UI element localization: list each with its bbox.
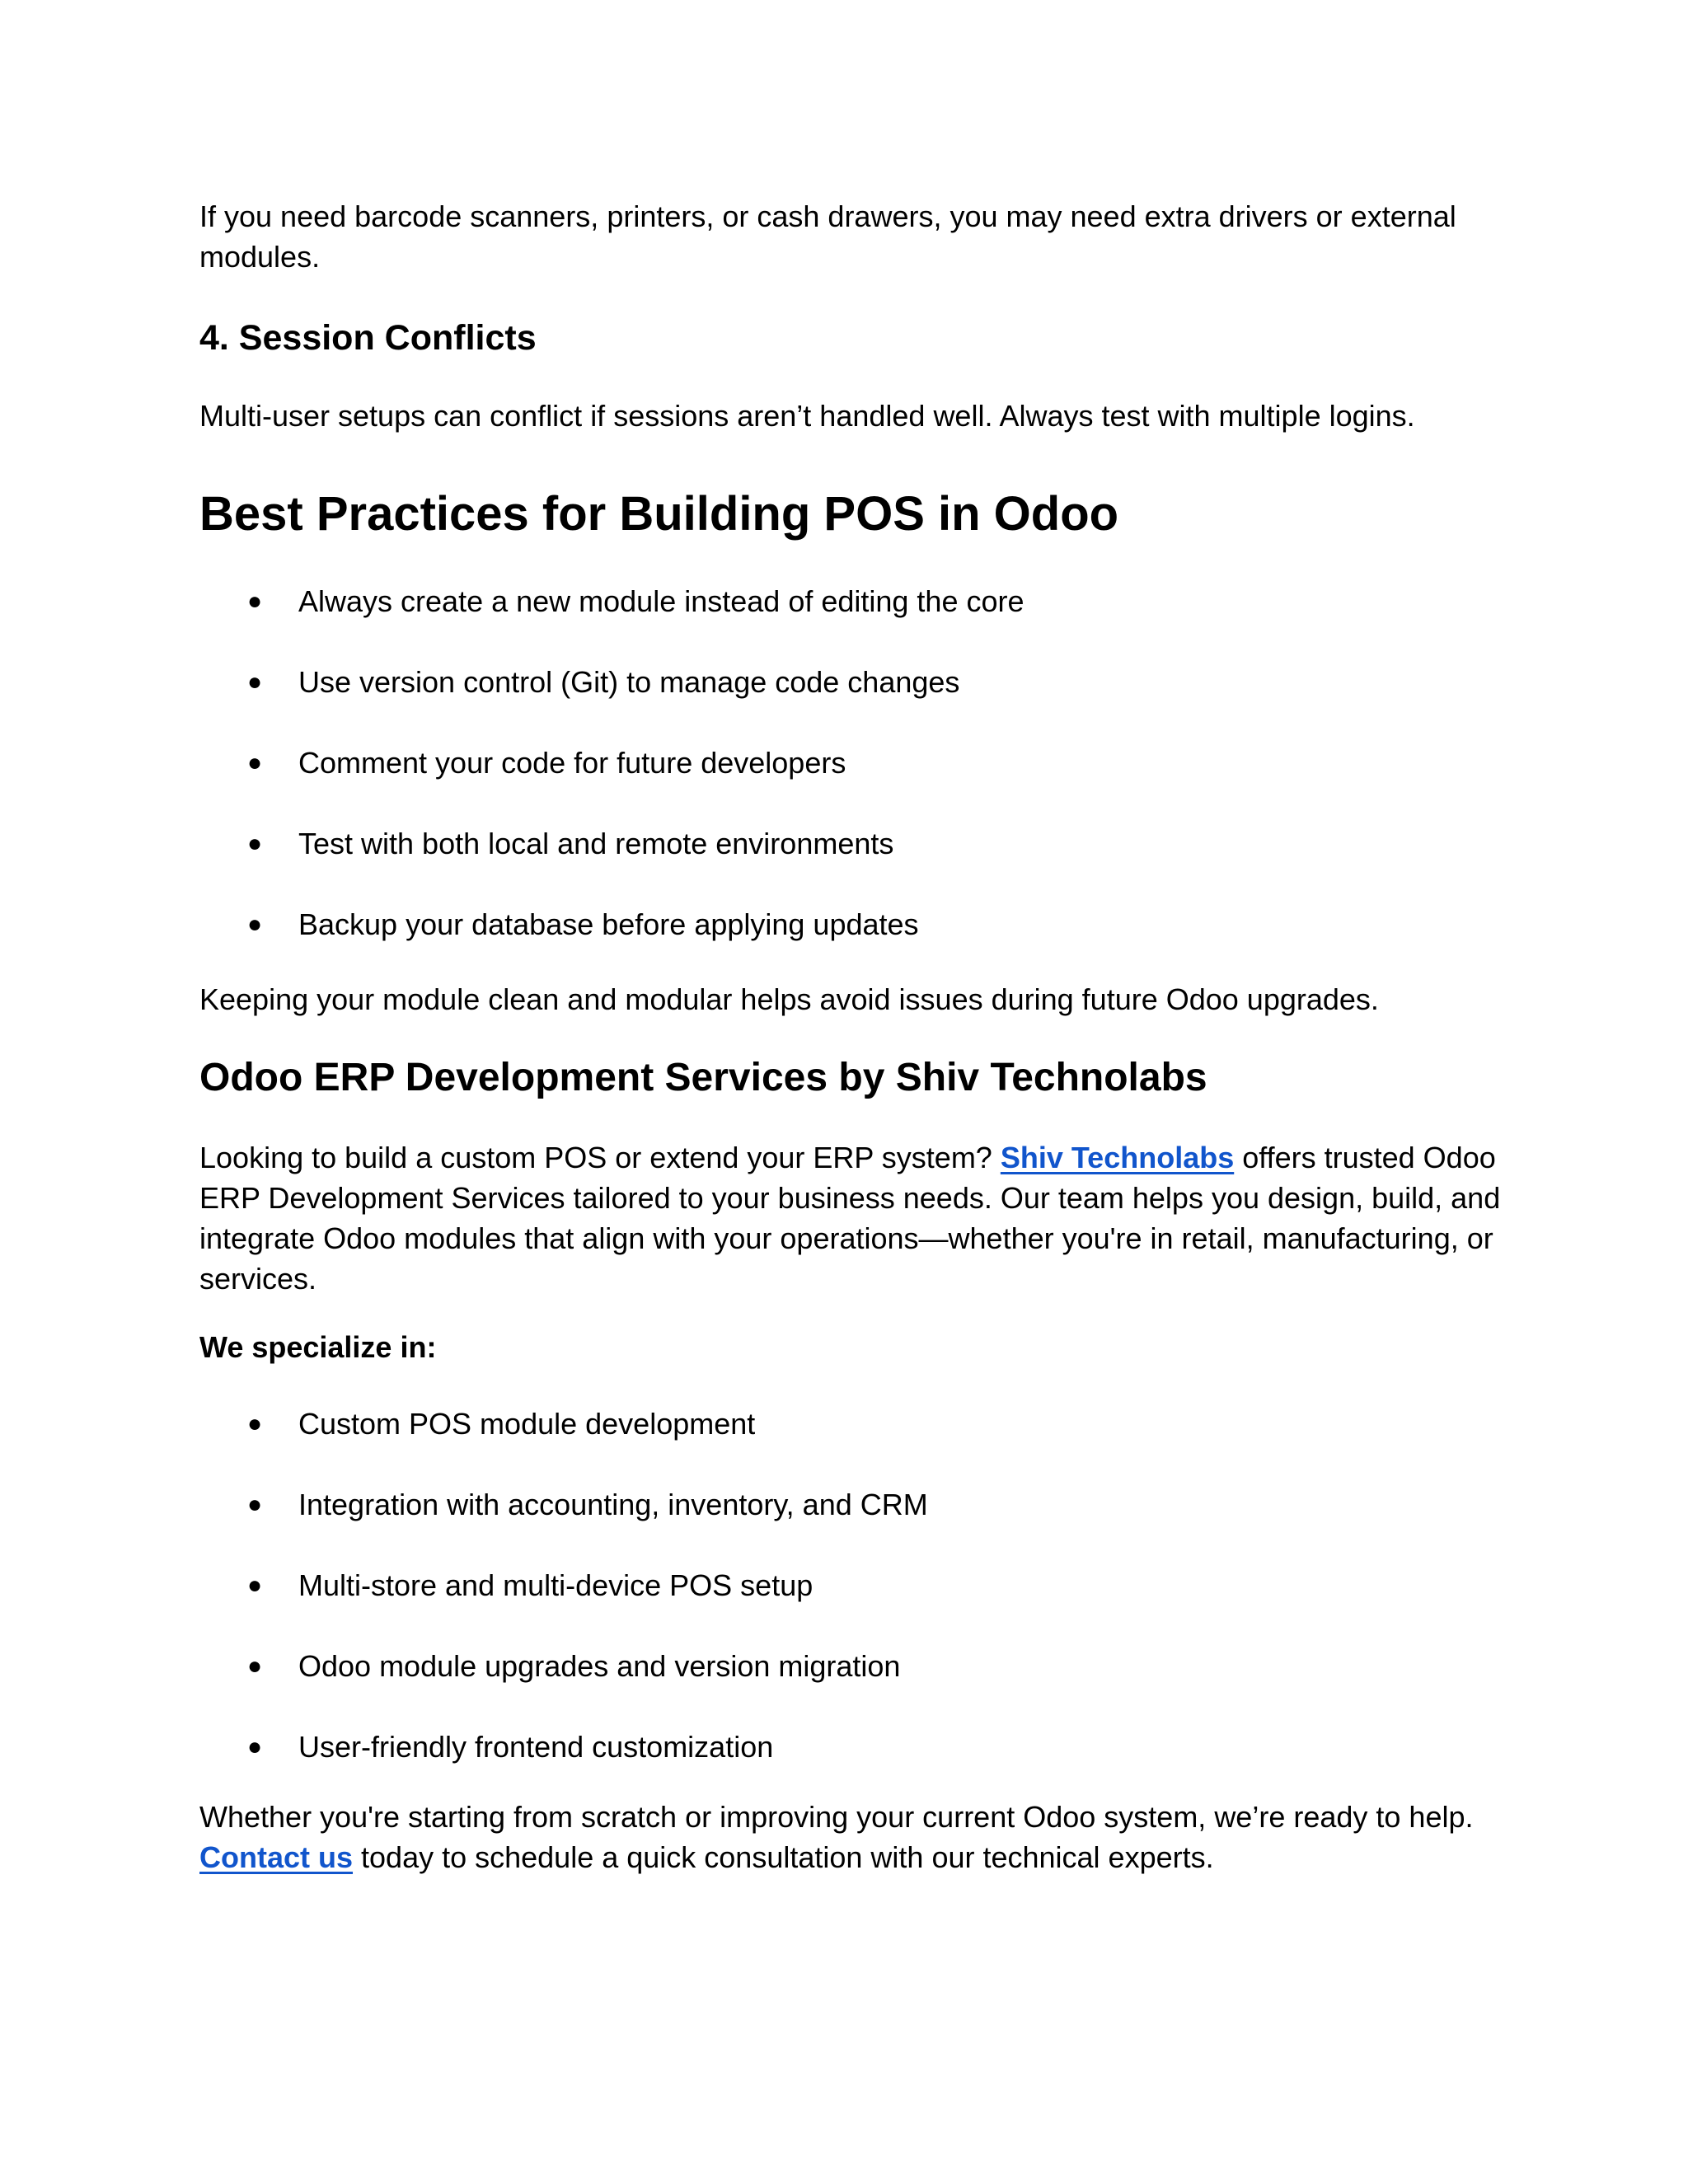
list-item-text: Integration with accounting, inventory, and CRM	[298, 1488, 928, 1521]
session-conflicts-heading: 4. Session Conflicts	[199, 318, 537, 358]
keeping-module-paragraph: Keeping your module clean and modular helps avoid issues during future Odoo upgrades.	[199, 982, 1379, 1016]
list-item-text: User-friendly frontend customization	[298, 1730, 774, 1764]
best-practices-list	[199, 581, 1025, 985]
specialize-label: We specialize in:	[199, 1330, 437, 1364]
closing-paragraph	[199, 1797, 1502, 1877]
services-text-before: Looking to build a custom POS or extend your ERP system?	[199, 1141, 1001, 1174]
list-item-text: Use version control (Git) to manage code changes	[298, 665, 960, 699]
bullet-icon: ●	[247, 668, 263, 696]
list-item	[199, 1646, 928, 1686]
list-item	[199, 1727, 928, 1767]
services-heading: Odoo ERP Development Services by Shiv Technolabs	[199, 1056, 1207, 1099]
intro-paragraph: If you need barcode scanners, printers, or cash drawers, you may need extra drivers or external modules.	[199, 199, 1456, 274]
bullet-icon: ●	[247, 1733, 263, 1760]
list-item	[199, 823, 1025, 864]
list-item	[199, 1565, 928, 1605]
bullet-icon: ●	[247, 1491, 263, 1518]
list-item	[199, 581, 1025, 621]
shiv-technolabs-link[interactable]: Shiv Technolabs	[1000, 1141, 1235, 1174]
bullet-icon: ●	[247, 1652, 263, 1680]
list-item	[199, 904, 1025, 944]
bullet-icon: ●	[247, 911, 263, 938]
best-practices-heading: Best Practices for Building POS in Odoo	[199, 487, 1119, 541]
list-item-text: Backup your database before applying updates	[298, 907, 919, 941]
list-item	[199, 1404, 928, 1444]
bullet-icon: ●	[247, 830, 263, 857]
list-item-text: Always create a new module instead of editing the core	[298, 584, 1025, 618]
closing-text-after: today to schedule a quick consultation with our technical experts.	[353, 1840, 1214, 1874]
list-item-text: Odoo module upgrades and version migration	[298, 1649, 901, 1683]
list-item-text: Custom POS module development	[298, 1407, 756, 1441]
list-item	[199, 1484, 928, 1525]
services-paragraph	[199, 1137, 1502, 1299]
list-item-text: Multi-store and multi-device POS setup	[298, 1568, 814, 1602]
bullet-icon: ●	[247, 588, 263, 615]
services-text-after: offers trusted Odoo ERP Development Services tailored to your business needs. Our team helps you design, build, and integrate Odoo modules that align with your operations—whether you're in retail, manufacturing, or services.	[199, 1141, 1501, 1296]
bullet-icon: ●	[247, 749, 263, 776]
closing-text-before: Whether you're starting from scratch or improving your current Odoo system, we’re ready to help.	[199, 1800, 1474, 1834]
bullet-icon: ●	[247, 1572, 263, 1599]
specialize-list	[199, 1404, 928, 1807]
list-item-text: Test with both local and remote environments	[298, 827, 894, 860]
bullet-icon: ●	[247, 1410, 263, 1437]
list-item-text: Comment your code for future developers	[298, 746, 846, 780]
contact-us-link[interactable]: Contact us	[199, 1840, 354, 1874]
list-item	[199, 662, 1025, 702]
session-conflicts-paragraph: Multi-user setups can conflict if sessions aren’t handled well. Always test with multiple logins.	[199, 399, 1415, 433]
list-item	[199, 743, 1025, 783]
